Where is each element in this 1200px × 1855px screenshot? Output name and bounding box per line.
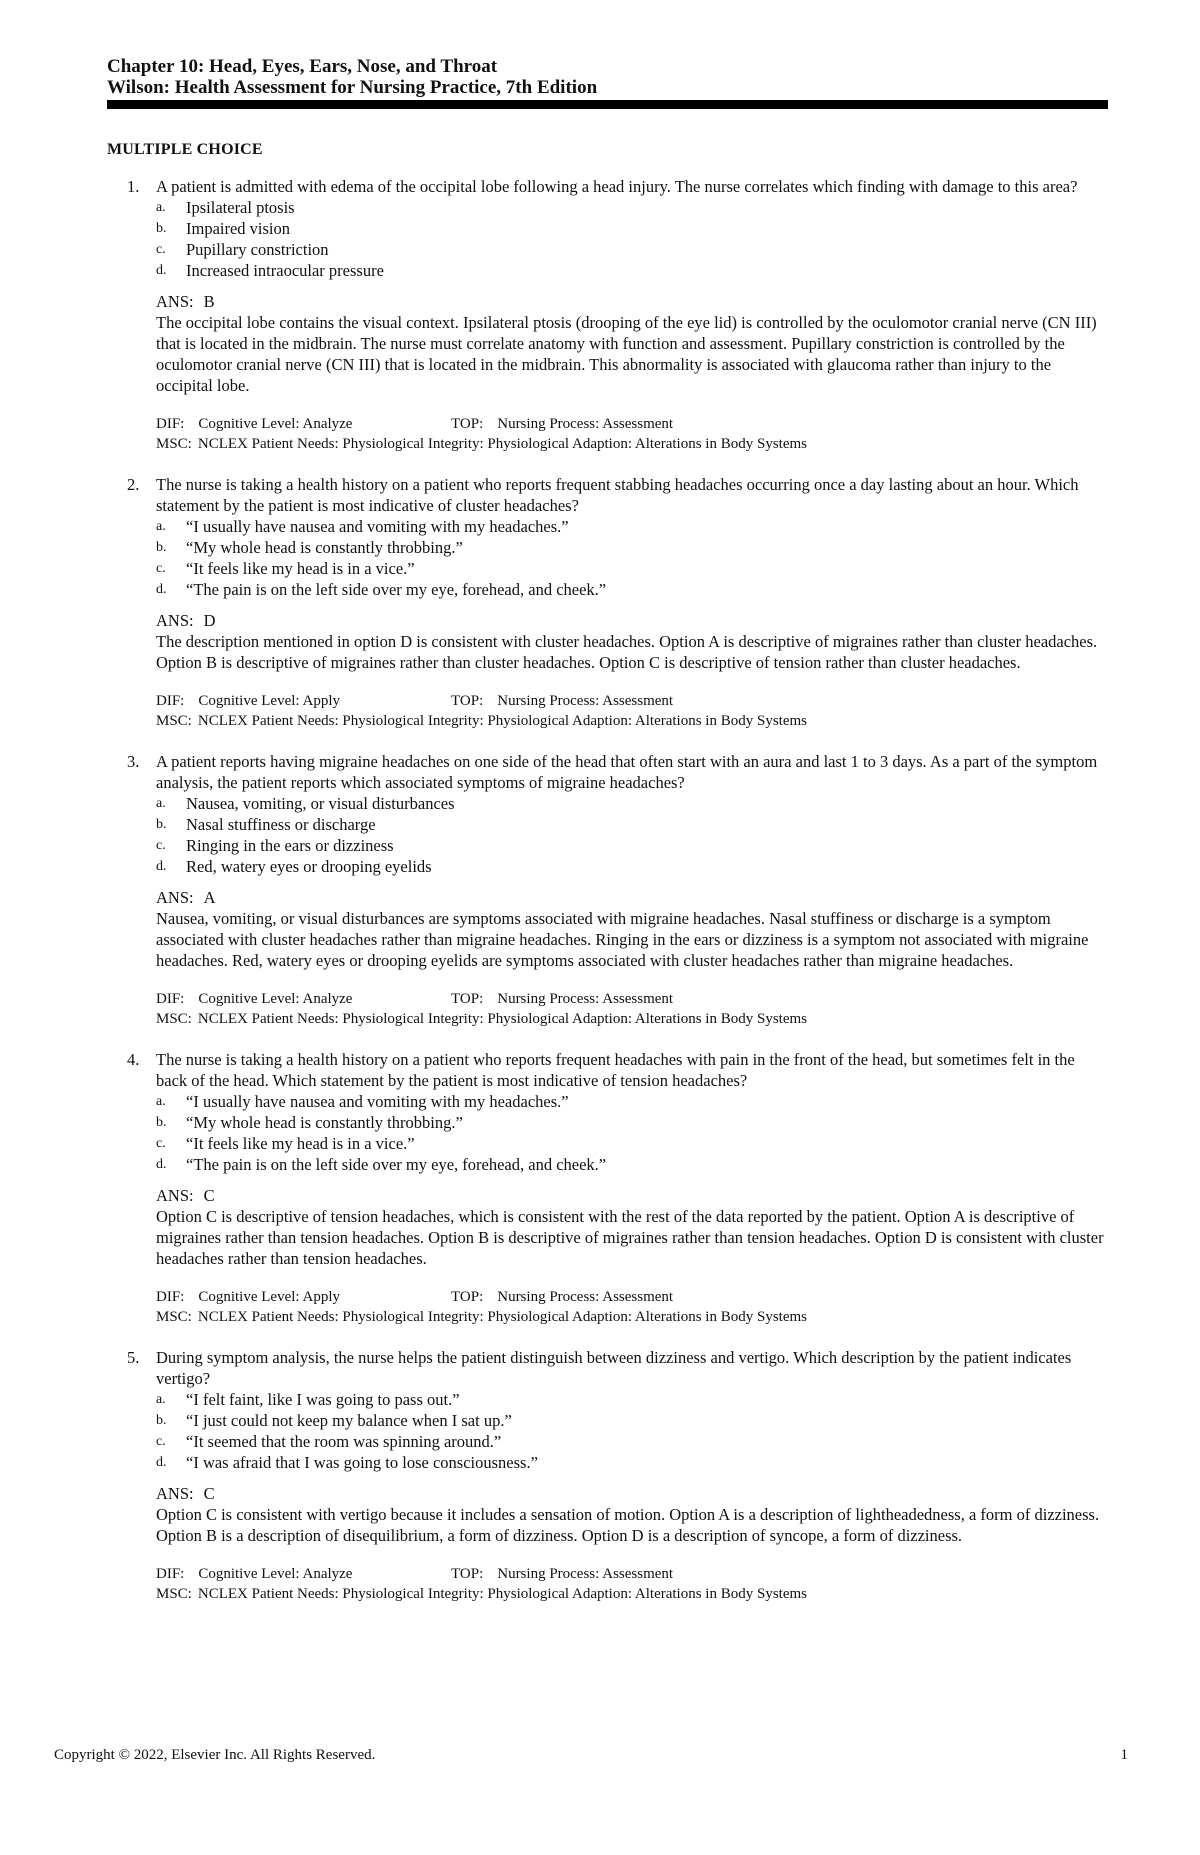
option-letter: a. bbox=[156, 519, 166, 534]
top-value: Nursing Process: Assessment bbox=[497, 693, 674, 709]
answer-block bbox=[156, 1483, 1107, 1546]
msc-label: MSC: bbox=[156, 713, 192, 729]
meta-row-dif-top bbox=[156, 1287, 1107, 1307]
top-column bbox=[451, 1287, 673, 1307]
meta-row-msc bbox=[156, 711, 1107, 731]
msc-value: NCLEX Patient Needs: Physiological Integrity: Physiological Adaption: Alterations in Body Systems bbox=[197, 436, 807, 452]
answer-label: ANS: bbox=[156, 611, 194, 630]
option-letter: c. bbox=[156, 1434, 166, 1449]
msc-label: MSC: bbox=[156, 436, 192, 452]
option-letter: a. bbox=[156, 1392, 166, 1407]
top-label: TOP: bbox=[451, 693, 484, 709]
option-letter: b. bbox=[156, 1115, 167, 1130]
top-value: Nursing Process: Assessment bbox=[497, 1566, 674, 1582]
top-label: TOP: bbox=[451, 991, 484, 1007]
answer-value: C bbox=[203, 1186, 215, 1205]
question bbox=[107, 1049, 1107, 1327]
answer-value: A bbox=[203, 888, 216, 907]
option-letter: b. bbox=[156, 540, 167, 555]
option-item bbox=[156, 516, 1107, 537]
answer-line bbox=[156, 610, 1107, 631]
option-letter: c. bbox=[156, 242, 166, 257]
dif-value: Cognitive Level: Apply bbox=[198, 1289, 340, 1305]
answer-label: ANS: bbox=[156, 1484, 194, 1503]
option-item bbox=[156, 1112, 1107, 1133]
answer-block bbox=[156, 610, 1107, 673]
dif-column bbox=[156, 1287, 451, 1307]
page-footer bbox=[54, 1747, 1128, 1764]
msc-label: MSC: bbox=[156, 1586, 192, 1602]
msc-value: NCLEX Patient Needs: Physiological Integrity: Physiological Adaption: Alterations in Body Systems bbox=[197, 1586, 807, 1602]
question-stem: The nurse is taking a health history on a patient who reports frequent stabbing headaches occurring once a day lasting about an hour. Which statement by the patient is most indicative of cluster headaches? bbox=[156, 475, 1079, 515]
option-item bbox=[156, 260, 1107, 281]
msc-label: MSC: bbox=[156, 1011, 192, 1027]
rationale: The description mentioned in option D is consistent with cluster headaches. Option A is descriptive of migraines rather than cluster headaches. Option B is descriptive of migraines rather than cluster headaches. Option C is descriptive of tension rather than cluster headaches. bbox=[156, 632, 1098, 672]
meta-row-dif-top bbox=[156, 1564, 1107, 1584]
top-column bbox=[451, 1564, 673, 1584]
option-text: Impaired vision bbox=[186, 219, 291, 238]
option-list bbox=[156, 1389, 1107, 1473]
option-letter: d. bbox=[156, 263, 167, 278]
dif-column bbox=[156, 691, 451, 711]
meta-row-msc bbox=[156, 1584, 1107, 1604]
msc-value: NCLEX Patient Needs: Physiological Integrity: Physiological Adaption: Alterations in Body Systems bbox=[197, 1011, 807, 1027]
top-value: Nursing Process: Assessment bbox=[497, 416, 674, 432]
top-label: TOP: bbox=[451, 416, 484, 432]
answer-label: ANS: bbox=[156, 888, 194, 907]
section-heading: MULTIPLE CHOICE bbox=[107, 141, 263, 158]
dif-label: DIF: bbox=[156, 1566, 185, 1582]
question bbox=[107, 1347, 1107, 1604]
option-letter: a. bbox=[156, 796, 166, 811]
msc-value: NCLEX Patient Needs: Physiological Integrity: Physiological Adaption: Alterations in Body Systems bbox=[197, 1309, 807, 1325]
question-stem: A patient reports having migraine headaches on one side of the head that often start with an aura and last 1 to 3 days. As a part of the symptom analysis, the patient reports which associated symptoms of migraine headaches? bbox=[156, 752, 1098, 792]
answer-line bbox=[156, 887, 1107, 908]
option-item bbox=[156, 856, 1107, 877]
option-letter: d. bbox=[156, 582, 167, 597]
page-number: 1 bbox=[1120, 1747, 1128, 1763]
option-text: Nausea, vomiting, or visual disturbances bbox=[186, 794, 455, 813]
option-text: “I was afraid that I was going to lose consciousness.” bbox=[186, 1453, 538, 1472]
dif-value: Cognitive Level: Analyze bbox=[198, 416, 353, 432]
dif-label: DIF: bbox=[156, 991, 185, 1007]
option-text: “I just could not keep my balance when I sat up.” bbox=[186, 1411, 512, 1430]
copyright-notice: Copyright © 2022, Elsevier Inc. All Rights Reserved. bbox=[54, 1747, 376, 1763]
dif-label: DIF: bbox=[156, 1289, 185, 1305]
msc-label: MSC: bbox=[156, 1309, 192, 1325]
option-text: “I usually have nausea and vomiting with my headaches.” bbox=[186, 517, 569, 536]
top-value: Nursing Process: Assessment bbox=[497, 1289, 674, 1305]
option-letter: b. bbox=[156, 1413, 167, 1428]
dif-value: Cognitive Level: Analyze bbox=[198, 991, 353, 1007]
option-text: Increased intraocular pressure bbox=[186, 261, 384, 280]
option-item bbox=[156, 558, 1107, 579]
question bbox=[107, 176, 1107, 454]
question-stem: A patient is admitted with edema of the occipital lobe following a head injury. The nurse correlates which finding with damage to this area? bbox=[156, 177, 1078, 196]
meta-row-msc bbox=[156, 1307, 1107, 1327]
option-item bbox=[156, 835, 1107, 856]
question-list bbox=[107, 176, 1107, 1624]
question-stem: The nurse is taking a health history on a patient who reports frequent headaches with pain in the front of the head, but sometimes felt in the back of the head. Which statement by the patient is most indicative of tension headaches? bbox=[156, 1050, 1075, 1090]
option-text: “It feels like my head is in a vice.” bbox=[186, 559, 415, 578]
option-item bbox=[156, 1154, 1107, 1175]
option-item bbox=[156, 1091, 1107, 1112]
option-item bbox=[156, 1389, 1107, 1410]
option-item bbox=[156, 537, 1107, 558]
answer-value: C bbox=[203, 1484, 215, 1503]
option-item bbox=[156, 1452, 1107, 1473]
msc-value: NCLEX Patient Needs: Physiological Integrity: Physiological Adaption: Alterations in Body Systems bbox=[197, 713, 807, 729]
question bbox=[107, 751, 1107, 1029]
metadata-block bbox=[156, 989, 1107, 1029]
answer-label: ANS: bbox=[156, 1186, 194, 1205]
dif-label: DIF: bbox=[156, 416, 185, 432]
metadata-block bbox=[156, 1564, 1107, 1604]
option-text: “I felt faint, like I was going to pass out.” bbox=[186, 1390, 460, 1409]
option-text: Ipsilateral ptosis bbox=[186, 198, 295, 217]
option-text: “It seemed that the room was spinning around.” bbox=[186, 1432, 502, 1451]
option-item bbox=[156, 218, 1107, 239]
answer-block bbox=[156, 1185, 1107, 1269]
dif-column bbox=[156, 989, 451, 1009]
option-list bbox=[156, 516, 1107, 600]
rationale: Option C is consistent with vertigo because it includes a sensation of motion. Option A is a description of lightheadedness, a form of dizziness. Option B is a description of disequilibrium, a form of dizziness. Option D is a description of syncope, a form of dizziness. bbox=[156, 1505, 1100, 1545]
option-text: Ringing in the ears or dizziness bbox=[186, 836, 394, 855]
rationale: Option C is descriptive of tension headaches, which is consistent with the rest of the data reported by the patient. Option A is descriptive of migraines rather than tension headaches. Option B is descriptive of migraines rather than tension headaches. Option D is consistent with cluster headaches rather than tension headaches. bbox=[156, 1207, 1104, 1268]
top-value: Nursing Process: Assessment bbox=[497, 991, 674, 1007]
dif-column bbox=[156, 414, 451, 434]
answer-label: ANS: bbox=[156, 292, 194, 311]
page-header bbox=[107, 56, 1107, 98]
option-text: “My whole head is constantly throbbing.” bbox=[186, 538, 463, 557]
meta-row-dif-top bbox=[156, 691, 1107, 711]
option-item bbox=[156, 1133, 1107, 1154]
dif-value: Cognitive Level: Apply bbox=[198, 693, 340, 709]
option-letter: c. bbox=[156, 561, 166, 576]
option-item bbox=[156, 793, 1107, 814]
answer-line bbox=[156, 291, 1107, 312]
question bbox=[107, 474, 1107, 731]
option-item bbox=[156, 814, 1107, 835]
option-letter: a. bbox=[156, 200, 166, 215]
option-letter: b. bbox=[156, 817, 167, 832]
option-text: Nasal stuffiness or discharge bbox=[186, 815, 376, 834]
option-text: “The pain is on the left side over my eye, forehead, and cheek.” bbox=[186, 1155, 607, 1174]
option-item bbox=[156, 197, 1107, 218]
option-item bbox=[156, 239, 1107, 260]
option-letter: d. bbox=[156, 1455, 167, 1470]
metadata-block bbox=[156, 1287, 1107, 1327]
answer-block bbox=[156, 887, 1107, 971]
option-letter: d. bbox=[156, 1157, 167, 1172]
top-column bbox=[451, 414, 673, 434]
dif-label: DIF: bbox=[156, 693, 185, 709]
option-item bbox=[156, 1410, 1107, 1431]
metadata-block bbox=[156, 691, 1107, 731]
book-title: Wilson: Health Assessment for Nursing Practice, 7th Edition bbox=[107, 77, 598, 98]
question-number: 4. bbox=[127, 1050, 140, 1069]
dif-value: Cognitive Level: Analyze bbox=[198, 1566, 353, 1582]
option-text: “I usually have nausea and vomiting with my headaches.” bbox=[186, 1092, 569, 1111]
top-column bbox=[451, 989, 673, 1009]
dif-column bbox=[156, 1564, 451, 1584]
answer-value: B bbox=[203, 292, 215, 311]
option-list bbox=[156, 1091, 1107, 1175]
option-letter: c. bbox=[156, 838, 166, 853]
header-rule bbox=[107, 100, 1108, 109]
question-number: 3. bbox=[127, 752, 140, 771]
option-text: “My whole head is constantly throbbing.” bbox=[186, 1113, 463, 1132]
option-letter: c. bbox=[156, 1136, 166, 1151]
top-label: TOP: bbox=[451, 1566, 484, 1582]
top-column bbox=[451, 691, 673, 711]
answer-value: D bbox=[203, 611, 216, 630]
question-number: 2. bbox=[127, 475, 140, 494]
answer-line bbox=[156, 1483, 1107, 1504]
option-item bbox=[156, 1431, 1107, 1452]
meta-row-dif-top bbox=[156, 989, 1107, 1009]
option-letter: b. bbox=[156, 221, 167, 236]
meta-row-msc bbox=[156, 1009, 1107, 1029]
meta-row-msc bbox=[156, 434, 1107, 454]
option-list bbox=[156, 793, 1107, 877]
option-text: “The pain is on the left side over my eye, forehead, and cheek.” bbox=[186, 580, 607, 599]
answer-block bbox=[156, 291, 1107, 396]
option-letter: a. bbox=[156, 1094, 166, 1109]
rationale: Nausea, vomiting, or visual disturbances are symptoms associated with migraine headaches. Nasal stuffiness or discharge is a symptom associated with cluster headaches rather than migraine headaches. Ringing in the ears or dizziness is a symptom not associated with migraine headaches. Red, watery eyes or drooping eyelids are symptoms associated with cluster headaches rather than migraine headaches. bbox=[156, 909, 1089, 970]
answer-line bbox=[156, 1185, 1107, 1206]
question-number: 5. bbox=[127, 1348, 140, 1367]
meta-row-dif-top bbox=[156, 414, 1107, 434]
top-label: TOP: bbox=[451, 1289, 484, 1305]
option-text: Pupillary constriction bbox=[186, 240, 329, 259]
question-number: 1. bbox=[127, 177, 140, 196]
option-item bbox=[156, 579, 1107, 600]
option-text: Red, watery eyes or drooping eyelids bbox=[186, 857, 432, 876]
option-text: “It feels like my head is in a vice.” bbox=[186, 1134, 415, 1153]
chapter-title: Chapter 10: Head, Eyes, Ears, Nose, and Throat bbox=[107, 56, 498, 77]
rationale: The occipital lobe contains the visual context. Ipsilateral ptosis (drooping of the eye lid) is controlled by the oculomotor cranial nerve (CN III) that is located in the midbrain. The nurse must correlate anatomy with function and assessment. Pupillary constriction is controlled by the oculomotor cranial nerve (CN III) that is located in the midbrain. This abnormality is associated with glaucoma rather than injury to the occipital lobe. bbox=[156, 313, 1097, 395]
question-stem: During symptom analysis, the nurse helps the patient distinguish between dizziness and vertigo. Which description by the patient indicates vertigo? bbox=[156, 1348, 1072, 1388]
metadata-block bbox=[156, 414, 1107, 454]
option-list bbox=[156, 197, 1107, 281]
option-letter: d. bbox=[156, 859, 167, 874]
